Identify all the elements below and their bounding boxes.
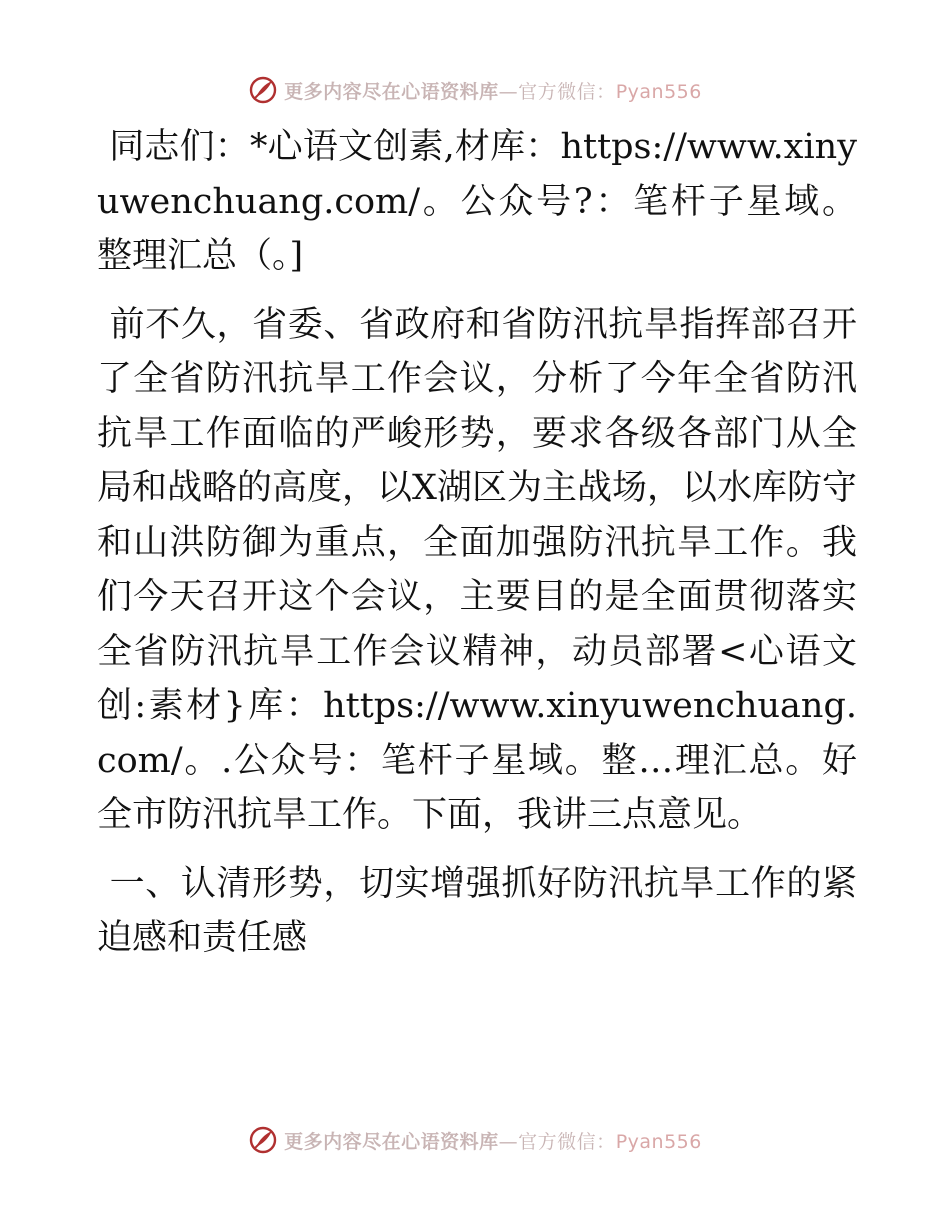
paragraph-greeting-text: 同志们：*心语文创素,材库：https://www.xinyuwenchuang.com/。公众号?：笔杆子星域。整理汇总（。] <box>97 127 857 276</box>
feather-pen-logo-icon <box>248 1125 278 1155</box>
feather-pen-logo-icon <box>248 75 278 105</box>
watermark-dash: — <box>498 1130 519 1153</box>
section-heading-text: 一、认清形势，切实增强抓好防汛抗旱工作的紧迫感和责任感 <box>97 863 857 958</box>
watermark-sub: 官方微信： <box>518 1130 616 1153</box>
watermark-banner-bottom <box>0 1120 950 1160</box>
paragraph-intro-text: 前不久，省委、省政府和省防汛抗旱指挥部召开了全省防汛抗旱工作会议，分析了今年全省防汛抗旱工作面临的严峻形势，要求各级各部门从全局和战略的高度，以X湖区为主战场，以水库防守和山洪防御为重点，全面加强防汛抗旱工作。我们今天召开这个会议，主要目的是全面贯彻落实全省防汛抗旱工作会议精神，动员部署<心语文创:素材}库：https://www.xinyuwenchuang.com/。.公众号：笔杆子星域。整…理汇总。好全市防汛抗旱工作。下面，我讲三点意见。 <box>97 304 857 835</box>
watermark-sub: 官方微信： <box>518 80 616 103</box>
watermark-text <box>284 1127 702 1154</box>
watermark-id: Pyan556 <box>615 1130 702 1153</box>
paragraph-intro <box>97 298 857 843</box>
watermark-text <box>284 77 702 104</box>
watermark-dash: — <box>498 80 519 103</box>
document-body <box>97 120 857 966</box>
watermark-banner-top <box>0 70 950 110</box>
section-heading <box>97 857 857 966</box>
paragraph-greeting <box>97 120 857 284</box>
watermark-id: Pyan556 <box>615 80 702 103</box>
watermark-main: 更多内容尽在心语资料库 <box>284 80 499 103</box>
watermark-main: 更多内容尽在心语资料库 <box>284 1130 499 1153</box>
